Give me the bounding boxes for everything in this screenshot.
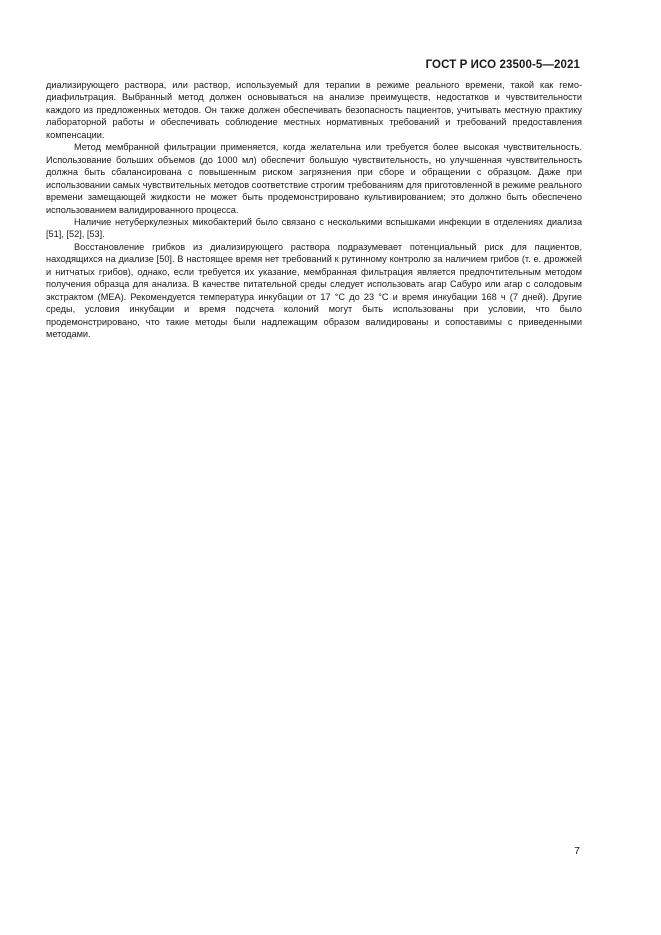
paragraph-dialysis-methods: диализирующего раствора, или раствор, используемый для терапии в режиме реального времени, такой как гемодиафильтрация. Выбранный метод должен основываться на анализе преимуществ, недостатков и чувствительности каждого из предложенных методов. Он также должен обеспечивать безопасность пациентов, учитывать местную практику лабораторной работы и обеспечивать соблюдение местных нормативных требований и требований предоставления компенсации. <box>46 80 582 140</box>
document-code-header: ГОСТ Р ИСО 23500-5—2021 <box>425 59 580 71</box>
page-number: 7 <box>574 845 580 857</box>
paragraph-membrane-filtration: Метод мембранной фильтрации применяется, когда желательна или требуется более высокая чувствительность. Использование больших объемов (до 1000 мл) обеспечит большую чувствительность, но улучшенная чувствительность должна быть сбалансирована с повышенным риском загрязнения при сборе и обращении с образцом. Даже при использовании самых чувствительных методов соответствие строгим требованиям для приготовленной в режиме реального времени замещающей жидкости не может быть продемонстрировано культивированием; это должно быть обеспечено использованием валидированного процесса. <box>46 142 582 215</box>
body-text <box>46 79 582 341</box>
paragraph-mycobacteria: Наличие нетуберкулезных микобактерий было связано с несколькими вспышками инфекции в отделениях диализа [51], [52], [53]. <box>46 216 582 240</box>
paragraph-fungi-recovery: Восстановление грибков из диализирующего раствора подразумевает потенциальный риск для пациентов, находящихся на диализе [50]. В настоящее время нет требований к рутинному контролю за наличием грибов (т. е. дрожжей и нитчатых грибов), однако, если требуется их указание, мембранная фильтрация является предпочтительным методом получения образца для анализа. В качестве питательной среды следует использовать агар Сабуро или агар с солодовым экстрактом (МЕА). Рекомендуется температура инкубации от 17 °С до 23 °С и время инкубации 168 ч (7 дней). Другие среды, условия инкубации и время подсчета колоний могут быть использованы при условии, что было продемонстрировано, что такие методы были надлежащим образом валидированы и сопоставимы с приведенными методами. <box>46 241 582 340</box>
